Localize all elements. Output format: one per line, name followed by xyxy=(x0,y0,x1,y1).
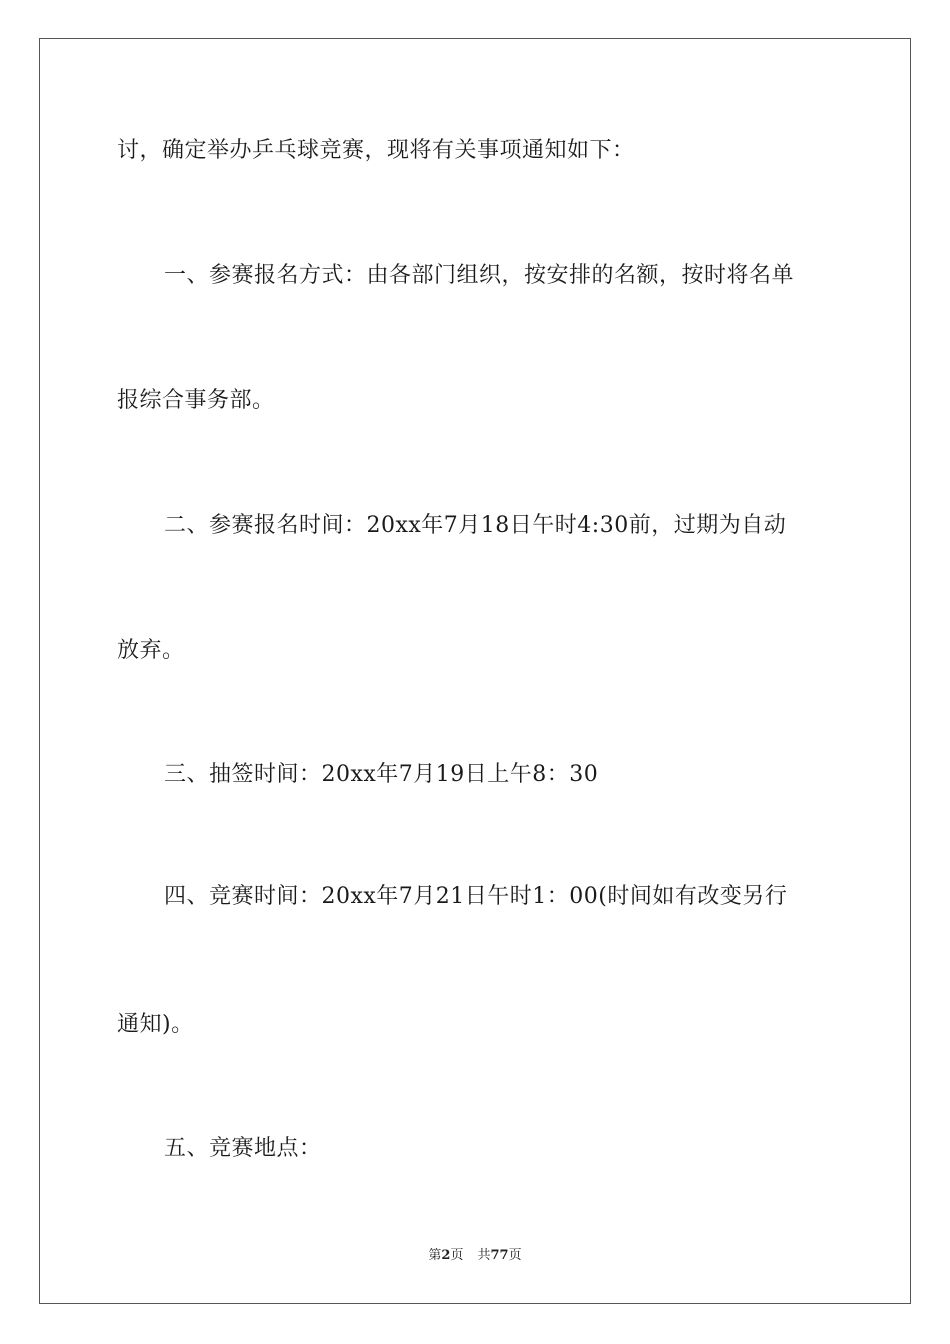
page-footer xyxy=(0,1247,950,1265)
paragraph-line-item-4-cont: 通知)。 xyxy=(117,1012,194,1037)
paragraph-line-item-4: 四、竞赛时间：20xx年7月21日午时1：00(时间如有改变另行 xyxy=(164,884,788,909)
paragraph-line-item-3: 三、抽签时间：20xx年7月19日上午8：30 xyxy=(164,762,599,787)
total-prefix: 共 xyxy=(477,1248,491,1263)
page-number: 2 xyxy=(441,1248,451,1263)
paragraph-line-item-1-cont: 报综合事务部。 xyxy=(117,388,275,413)
total-suffix: 页 xyxy=(508,1248,522,1263)
paragraph-line-item-2-cont: 放弃。 xyxy=(117,638,185,663)
paragraph-line-item-2: 二、参赛报名时间：20xx年7月18日午时4:30前，过期为自动 xyxy=(164,513,787,538)
page-suffix: 页 xyxy=(450,1248,464,1263)
page-border xyxy=(39,38,911,1304)
paragraph-line-item-1: 一、参赛报名方式：由各部门组织，按安排的名额，按时将名单 xyxy=(164,263,795,288)
paragraph-line-item-5: 五、竞赛地点： xyxy=(164,1136,322,1161)
total-pages: 77 xyxy=(490,1248,509,1263)
page-prefix: 第 xyxy=(428,1248,442,1263)
paragraph-line-intro: 讨，确定举办乒乓球竞赛，现将有关事项通知如下： xyxy=(117,138,635,163)
